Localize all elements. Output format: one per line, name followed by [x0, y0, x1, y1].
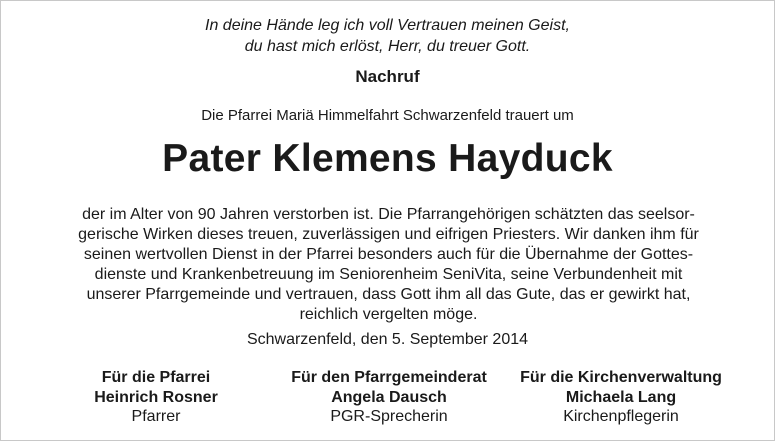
body-line: unserer Pfarrgemeinde und vertrauen, dass Gott ihm all das Gute, das er gewirkt hat, — [86, 286, 691, 303]
intro-line: Die Pfarrei Mariä Himmelfahrt Schwarzenfeld trauert um — [201, 107, 574, 124]
body-line: reichlich vergelten möge. — [299, 306, 478, 323]
signature-title: Pfarrer — [131, 408, 181, 425]
signature-role: Für den Pfarrgemeinderat — [291, 369, 487, 386]
verse-line-2: du hast mich erlöst, Herr, du treuer Gott. — [244, 38, 531, 55]
signature-parish-council — [278, 368, 500, 427]
signature-role: Für die Pfarrei — [101, 369, 211, 386]
signature-role: Für die Kirchenverwaltung — [520, 369, 722, 386]
signature-person: Michaela Lang — [565, 388, 677, 406]
signature-church-administration — [507, 368, 735, 427]
body-line: seinen wertvollen Dienst in der Pfarrei besonders auch für die Übernahme der Gottes- — [83, 246, 694, 263]
place-and-date: Schwarzenfeld, den 5. September 2014 — [246, 331, 529, 348]
signature-person: Heinrich Rosner — [94, 388, 218, 406]
verse-quote — [1, 15, 774, 57]
signature-title: PGR-Sprecherin — [330, 408, 448, 425]
verse-line-1: In deine Hände leg ich voll Vertrauen meinen Geist, — [205, 17, 570, 34]
notice-heading: Nachruf — [355, 67, 420, 86]
signature-person: Angela Dausch — [331, 388, 447, 406]
signature-parish — [66, 368, 246, 427]
body-line: gerische Wirken dieses treuen, zuverlässigen und eifrigen Priesters. Wir danken ihm für — [78, 226, 699, 243]
notice-body — [31, 205, 746, 325]
signature-title: Kirchenpflegerin — [563, 408, 679, 425]
signature-block — [1, 368, 774, 432]
deceased-name: Pater Klemens Hayduck — [162, 137, 613, 180]
body-line: der im Alter von 90 Jahren verstorben ist. Die Pfarrangehörigen schätzten das seelsor- — [82, 206, 695, 223]
body-line: dienste und Krankenbetreuung im Seniorenheim SeniVita, seine Verbundenheit mit — [94, 266, 683, 283]
